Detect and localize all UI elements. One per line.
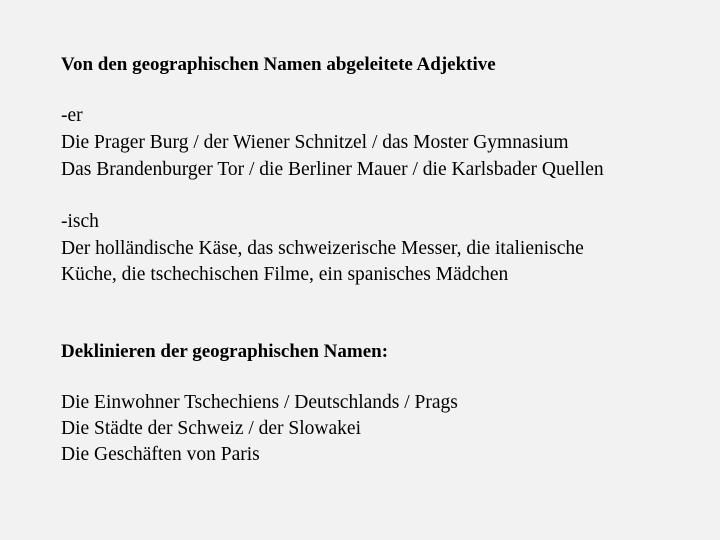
example-line-isch-2: Küche, die tschechischen Filme, ein spanisches Mädchen bbox=[61, 264, 509, 285]
suffix-isch-label: -isch bbox=[61, 211, 99, 232]
section-heading-adjectives: Von den geographischen Namen abgeleitete Adjektive bbox=[61, 54, 496, 75]
section-heading-declension: Deklinieren der geographischen Namen: bbox=[61, 341, 389, 362]
example-line-er-1: Die Prager Burg / der Wiener Schnitzel / das Moster Gymnasium bbox=[61, 132, 569, 153]
declension-line-1: Die Einwohner Tschechiens / Deutschlands / Prags bbox=[61, 392, 458, 413]
suffix-er-label: -er bbox=[61, 105, 83, 126]
declension-line-3: Die Geschäften von Paris bbox=[61, 444, 260, 465]
slide-content bbox=[61, 0, 701, 540]
example-line-er-2: Das Brandenburger Tor / die Berliner Mauer / die Karlsbader Quellen bbox=[61, 159, 604, 180]
example-line-isch-1: Der holländische Käse, das schweizerische Messer, die italienische bbox=[61, 238, 584, 259]
declension-line-2: Die Städte der Schweiz / der Slowakei bbox=[61, 418, 361, 439]
